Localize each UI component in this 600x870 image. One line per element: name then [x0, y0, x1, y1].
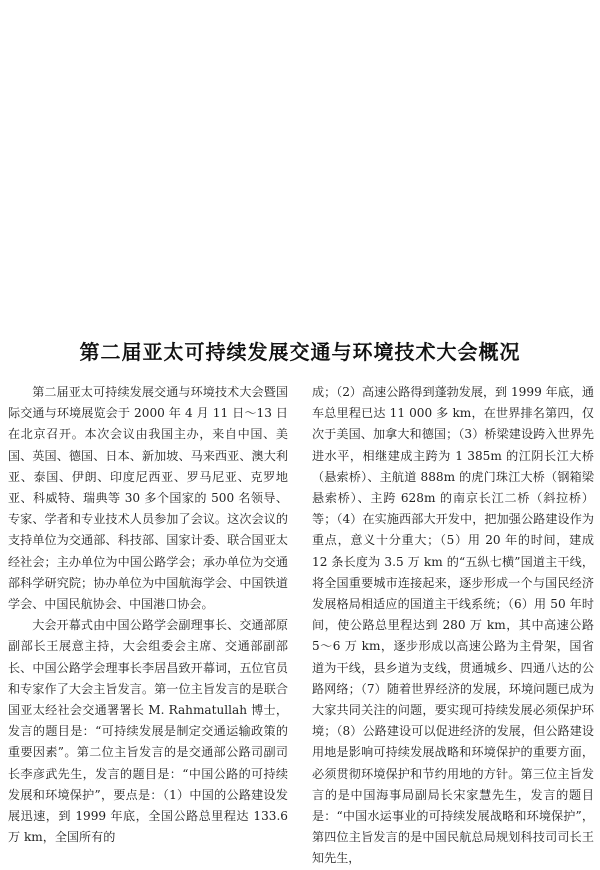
paragraph-intro: 第二届亚太可持续发展交通与环境技术大会暨国际交通与环境展览会于 2000 年 4 月 11 日～13 日在北京召开。本次会议由我国主办，来自中国、美国、英国、德国、日本、新加坡、马来西亚、澳大利亚、泰国、伊朗、印度尼西亚、罗马尼亚、克罗地亚、科威特、瑞典等 30 多个国家的 500 名领导、专家、学者和专业技术人员参加了会议。这次会议的支持单位为交通部、科技部、国家计委、联合国亚太经社会；主办单位为中国公路学会；承办单位为交通部科学研究院；协办单位为中国航海学会、中国铁道学会、中国民航协会、中国港口协会。	[8, 385, 288, 612]
paragraph-opening-ceremony: 大会开幕式由中国公路学会副理事长、交通部原副部长王展意主持，大会组委会主席、交通部副部长、中国公路学会理事长李居昌致开幕词，五位官员和专家作了大会主旨发言。第一位主旨发言的是联合国亚太经社会交通署署长 M. Rahmatullah 博士，发言的题目是：“可持续发展是制定交通运输政策的重要因素”。第二位主旨发言的是交通部公路司副司长李彦武先生，发言的题目是：“中国公路的可持续发展和环境保护”，要点是：（1）中国的公路建设发展迅速，到 1999 年底，全国公路总里程达 133.6 万 km，全国所有的	[8, 618, 288, 845]
left-text-column	[8, 382, 288, 845]
right-text-column	[312, 382, 594, 866]
paragraph-continuation: 成；（2）高速公路得到蓬勃发展，到 1999 年底，通车总里程已达 11 000 多 km，在世界排名第四，仅次于美国、加拿大和德国；（3）桥梁建设跨入世界先进水平，相继建成主跨为 1 385m 的江阴长江大桥（悬索桥）、主航道 888m 的虎门珠江大桥（钢箱梁悬索桥）、主跨 628m 的南京长江二桥（斜拉桥）等；（4）在实施西部大开发中，把加强公路建设作为重点，意义十分重大；（5）用 20 年的时间，建成 12 条长度为 3.5 万 km 的“五纵七横”国道主干线，将全国重要城市连接起来，逐步形成一个与国民经济发展格局相适应的国道主干线系统；（6）用 50 年时间，使公路总里程达到 280 万 km，其中高速公路 5～6 万 km，逐步形成以高速公路为主骨架，国省道为干线，县乡道为支线，贯通城乡、四通八达的公路网络；（7）随着世界经济的发展，环境问题已成为大家共同关注的问题，要实现可持续发展必须保护环境；（8）公路建设可以促进经济的发展，但公路建设用地是影响可持续发展战略和环境保护的重要方面，必须贯彻环境保护和节约用地的方针。第三位主旨发言的是中国海事局副局长宋家慧先生，发言的题目是：“中国水运事业的可持续发展战略和环境保护”，第四位主旨发言的是中国民航总局规划科技司司长王知先生，	[312, 385, 594, 866]
article-title: 第二届亚太可持续发展交通与环境技术大会概况	[79, 340, 521, 364]
